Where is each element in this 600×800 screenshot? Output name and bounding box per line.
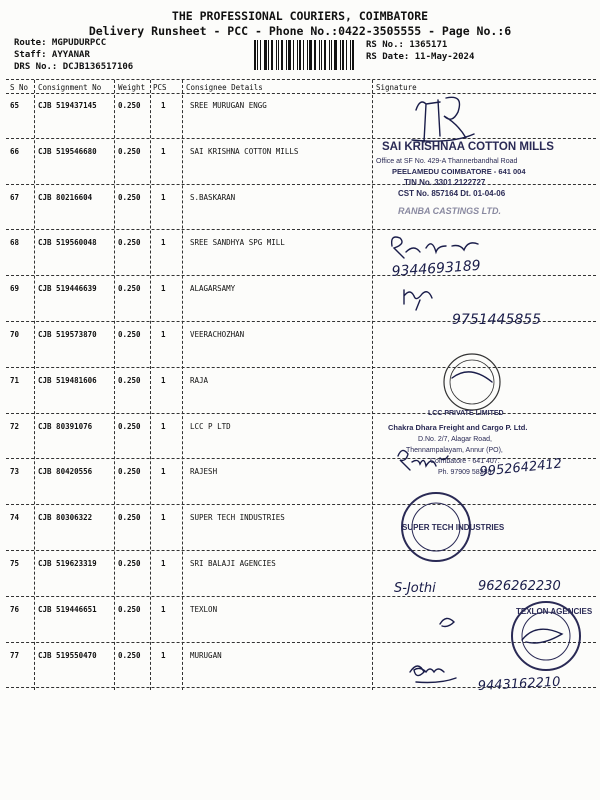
stamp-lcc: LCC PRIVATE LIMITED <box>428 410 504 417</box>
row-weight: 0.250 <box>118 101 141 110</box>
signature-row-65 <box>412 97 474 142</box>
row-sno: 70 <box>10 330 20 339</box>
route-label: Route: MGPUDURPCC <box>14 38 107 48</box>
signature-row-76 <box>440 618 454 626</box>
row-consignee: SREE MURUGAN ENGG <box>190 101 267 110</box>
col-header-sno: S No <box>10 83 29 92</box>
row-separator <box>6 367 596 368</box>
row-sno: 74 <box>10 513 20 523</box>
row-weight: 0.250 <box>118 604 141 614</box>
stamp-sai-krishnaa-tin: TIN No. 3301 2122727 <box>404 178 486 187</box>
row-pcs: 1 <box>161 559 166 568</box>
row-sno: 68 <box>10 238 20 248</box>
row-consignee: ALAGARSAMY <box>190 284 236 294</box>
row-pcs: 1 <box>161 330 166 339</box>
row-consignee: SUPER TECH INDUSTRIES <box>190 513 285 523</box>
row-pcs: 1 <box>161 101 166 110</box>
signature-row-73 <box>398 450 448 470</box>
round-stamp-texlon <box>512 602 593 670</box>
handwritten-phone-row-75: 9626262230 <box>478 579 561 594</box>
row-weight: 0.250 <box>118 421 141 431</box>
row-consignment: CJB 519446639 <box>38 284 97 294</box>
row-separator <box>6 413 596 414</box>
row-consignment: CJB 519446651 <box>38 604 97 614</box>
col-divider <box>114 80 115 690</box>
handwritten-phone-row-68: 9344693189 <box>391 257 482 280</box>
row-separator <box>6 687 596 688</box>
row-pcs: 1 <box>161 284 166 294</box>
row-consignee: LCC P LTD <box>190 421 231 431</box>
header-bottom-rule <box>6 93 596 94</box>
row-consignment: CJB 80391076 <box>38 421 93 431</box>
row-separator <box>6 504 596 505</box>
row-consignment: CJB 519573870 <box>38 330 97 339</box>
row-consignee: RAJESH <box>190 467 218 477</box>
row-pcs: 1 <box>161 238 166 248</box>
row-sno: 69 <box>10 284 20 294</box>
row-consignee: SRI BALAJI AGENCIES <box>190 559 276 568</box>
row-weight: 0.250 <box>118 146 141 156</box>
row-consignment: CJB 519623319 <box>38 559 97 568</box>
row-consignment: CJB 519481606 <box>38 375 97 385</box>
row-weight: 0.250 <box>118 650 141 660</box>
row-consignment: CJB 80306322 <box>38 513 93 523</box>
row-sno: 73 <box>10 467 20 477</box>
row-weight: 0.250 <box>118 192 141 202</box>
barcode <box>254 40 358 70</box>
row-consignee: TEXLON <box>190 604 218 614</box>
handwritten-phone-row-77: 9443162210 <box>477 674 561 694</box>
stamp-chakra-address: D.No. 2/7, Alagar Road, <box>418 436 492 443</box>
row-weight: 0.250 <box>118 284 141 294</box>
row-consignee: VEERACHOZHAN <box>190 330 245 339</box>
row-weight: 0.250 <box>118 330 141 339</box>
svg-text:SUPER TECH INDUSTRIES: SUPER TECH INDUSTRIES <box>402 523 505 532</box>
row-separator <box>6 642 596 643</box>
row-pcs: 1 <box>161 421 166 431</box>
row-weight: 0.250 <box>118 467 141 477</box>
row-pcs: 1 <box>161 604 166 614</box>
row-separator <box>6 458 596 459</box>
row-sno: 65 <box>10 101 20 110</box>
row-consignee: SREE SANDHYA SPG MILL <box>190 238 285 248</box>
row-consignee: MURUGAN <box>190 650 222 660</box>
row-separator <box>6 138 596 139</box>
row-sno: 72 <box>10 421 20 431</box>
drs-number: DRS No.: DCJB136517106 <box>14 62 134 72</box>
col-header-consignee: Consignee Details <box>186 83 263 92</box>
staff-label: Staff: AYYANAR <box>14 50 90 60</box>
header-top-rule <box>6 79 596 80</box>
col-divider <box>182 80 183 690</box>
row-separator <box>6 229 596 230</box>
col-header-consignment: Consignment No <box>38 83 102 92</box>
row-weight: 0.250 <box>118 238 141 248</box>
handwritten-phone-row-69: 9751445855 <box>452 312 542 328</box>
rs-number: RS No.: 1365171 <box>366 40 448 50</box>
row-separator <box>6 184 596 185</box>
col-divider <box>34 80 35 690</box>
col-divider <box>372 80 373 690</box>
stamp-chakra-name: Chakra Dhara Freight and Cargo P. Ltd. <box>388 423 528 432</box>
row-weight: 0.250 <box>118 375 141 385</box>
rs-date: RS Date: 11-May-2024 <box>366 52 475 62</box>
row-pcs: 1 <box>161 513 166 523</box>
row-consignee: RAJA <box>190 375 209 385</box>
row-weight: 0.250 <box>118 513 141 523</box>
row-pcs: 1 <box>161 146 166 156</box>
stamp-sai-krishnaa-name: SAI KRISHNAA COTTON MILLS <box>382 141 554 153</box>
row-pcs: 1 <box>161 467 166 477</box>
row-consignment: CJB 80216604 <box>38 192 93 202</box>
svg-text:TEXLON AGENCIES: TEXLON AGENCIES <box>516 607 593 616</box>
stamp-sai-krishnaa-city: PEELAMEDU COIMBATORE - 641 004 <box>392 167 526 176</box>
row-consignment: CJB 519437145 <box>38 101 97 110</box>
row-separator <box>6 596 596 597</box>
stamp-chakra-city: Coimbatore - 641 407. <box>430 458 500 465</box>
row-pcs: 1 <box>161 192 166 202</box>
signature-row-77 <box>410 666 456 683</box>
round-stamp-row-71 <box>444 354 500 410</box>
stamp-sai-krishnaa-address: Office at SF No. 429-A Thannerbandhal Road <box>376 158 518 165</box>
row-sno: 76 <box>10 604 20 614</box>
stamp-chakra-phone: Ph. 97909 58238 <box>438 469 492 476</box>
col-header-signature: Signature <box>376 83 417 92</box>
signature-row-68 <box>392 237 478 258</box>
row-separator <box>6 550 596 551</box>
row-consignment: CJB 519560048 <box>38 238 97 248</box>
row-pcs: 1 <box>161 375 166 385</box>
col-divider <box>150 80 151 690</box>
row-consignee: S.BASKARAN <box>190 192 236 202</box>
handwritten-name-row-75: S-Jothi <box>394 581 436 596</box>
signature-row-69 <box>404 290 432 310</box>
stamp-sai-krishnaa-cst: CST No. 857164 Dt. 01-04-06 <box>398 189 506 198</box>
row-consignee: SAI KRISHNA COTTON MILLS <box>190 146 299 156</box>
row-consignment: CJB 80420556 <box>38 467 93 477</box>
stamp-ranba: RANBA CASTINGS LTD. <box>398 206 501 216</box>
row-consignment: CJB 519550470 <box>38 650 97 660</box>
row-sno: 71 <box>10 375 20 385</box>
row-separator <box>6 275 596 276</box>
row-sno: 77 <box>10 650 20 660</box>
company-title: THE PROFESSIONAL COURIERS, COIMBATORE <box>171 9 429 23</box>
col-header-weight: Weight <box>118 83 146 92</box>
row-sno: 66 <box>10 146 20 156</box>
row-sno: 75 <box>10 559 20 568</box>
col-header-pcs: PCS <box>153 83 167 92</box>
handwritten-phone-row-73: 9952642412 <box>478 456 563 480</box>
row-sno: 67 <box>10 192 20 202</box>
row-weight: 0.250 <box>118 559 141 568</box>
runsheet-title: Delivery Runsheet - PCC - Phone No.:0422-3505555 - Page No.:6 <box>88 24 512 38</box>
row-pcs: 1 <box>161 650 166 660</box>
row-separator <box>6 321 596 322</box>
row-consignment: CJB 519546680 <box>38 146 97 156</box>
stamp-chakra-area: Thennampalayam, Annur (PO), <box>406 447 503 454</box>
